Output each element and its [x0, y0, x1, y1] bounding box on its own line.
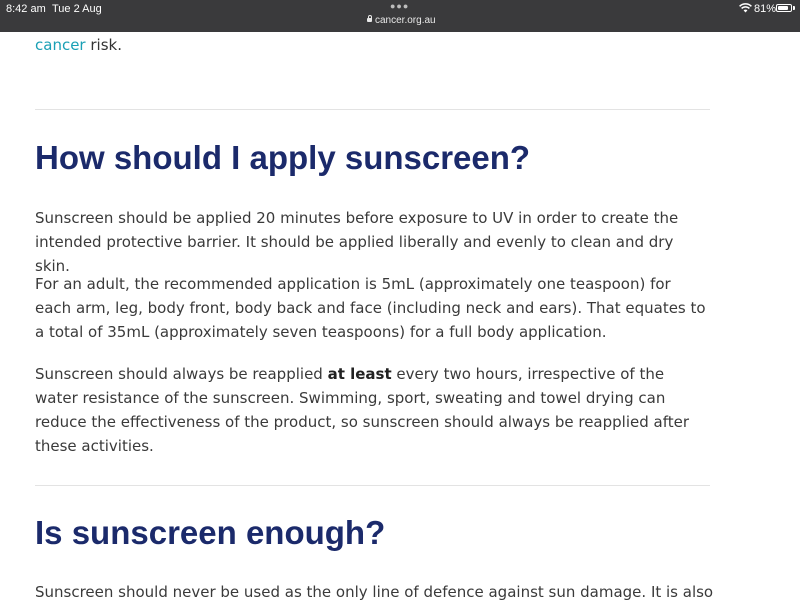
- address-bar[interactable]: [367, 15, 436, 26]
- paragraph-apply-2: For an adult, the recommended application is 5mL (approximately one teaspoon) for each arm, leg, body front, body back and face (including neck and ears). That equates to a total of 35mL (approximately seven teaspoons) for a full body application.: [35, 275, 706, 341]
- battery-percent: 81%: [754, 3, 777, 15]
- paragraph-apply-3-start: Sunscreen should always be reapplied: [35, 365, 328, 383]
- cancer-link[interactable]: cancer: [35, 36, 86, 54]
- battery-icon: [776, 4, 792, 12]
- battery-fill: [778, 6, 788, 10]
- wifi-icon: [739, 3, 752, 13]
- more-dots-icon[interactable]: ●●●: [390, 1, 410, 11]
- intro-text: [35, 36, 122, 54]
- section-divider: [35, 485, 710, 486]
- section-heading-apply: How should I apply sunscreen?: [35, 139, 531, 176]
- section-divider: [35, 109, 710, 110]
- paragraph-apply-3: [35, 362, 710, 458]
- status-bar: [0, 0, 800, 32]
- status-time: 8:42 am: [6, 3, 46, 15]
- battery-tip: [793, 6, 795, 10]
- paragraph-apply-1: Sunscreen should be applied 20 minutes before exposure to UV in order to create the intended protective barrier. It should be applied liberally and evenly to clean and dry skin.: [35, 209, 679, 275]
- url-text: cancer.org.au: [375, 15, 436, 26]
- paragraph-enough-1: Sunscreen should never be used as the only line of defence against sun damage. It is also: [35, 583, 714, 601]
- section-heading-enough: Is sunscreen enough?: [35, 514, 386, 551]
- lock-icon: [367, 18, 372, 22]
- intro-rest: risk.: [85, 36, 122, 54]
- status-date: Tue 2 Aug: [52, 3, 102, 15]
- emphasis-at-least: at least: [327, 365, 392, 383]
- paragraph-apply-3-end: every two hours, irrespective of the water resistance of the sunscreen. Swimming, sport, sweating and towel drying can reduce the effectiveness of the product, so sunscreen should always be reapplied after these activities.: [35, 365, 690, 455]
